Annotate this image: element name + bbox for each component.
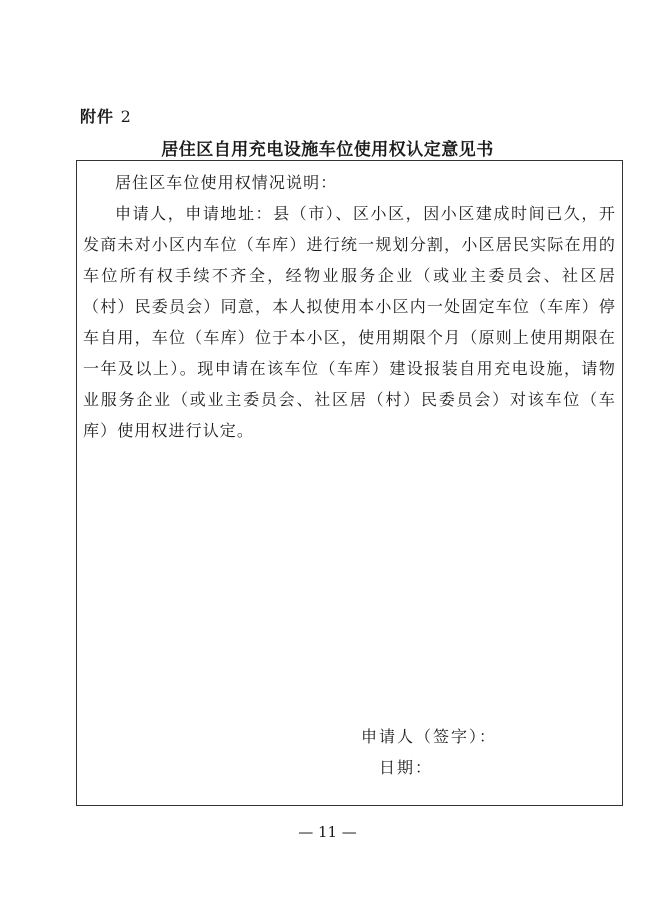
- attachment-word: 附件: [80, 107, 115, 126]
- attachment-number: 2: [120, 107, 132, 126]
- body-paragraph: 申请人，申请地址：县（市）、区小区，因小区建成时间已久，开发商未对小区内车位（车库）进行统一规划分割，小区居民实际在用的车位所有权手续不齐全，经物业服务企业（或业主委员会、社区居（村）民委员会）同意，本人拟使用本小区内一处固定车位（车库）停车自用，车位（车库）位于本小区，使用期限个月（原则上使用期限在一年及以上）。现申请在该车位（车库）建设报装自用充电设施，请物业服务企业（或业主委员会、社区居（村）民委员会）对该车位（车库）使用权进行认定。: [83, 204, 616, 440]
- section-heading: 居住区车位使用权情况说明：: [115, 173, 338, 192]
- page-number: — 11 —: [298, 823, 357, 841]
- applicant-signature-label: 申请人（签字）：: [360, 727, 497, 746]
- opinion-form-box: [76, 160, 623, 806]
- form-content: [83, 167, 616, 446]
- document-title: 居住区自用充电设施车位使用权认定意见书: [161, 140, 494, 160]
- attachment-label: [80, 104, 132, 127]
- date-label: 日期：: [378, 758, 433, 777]
